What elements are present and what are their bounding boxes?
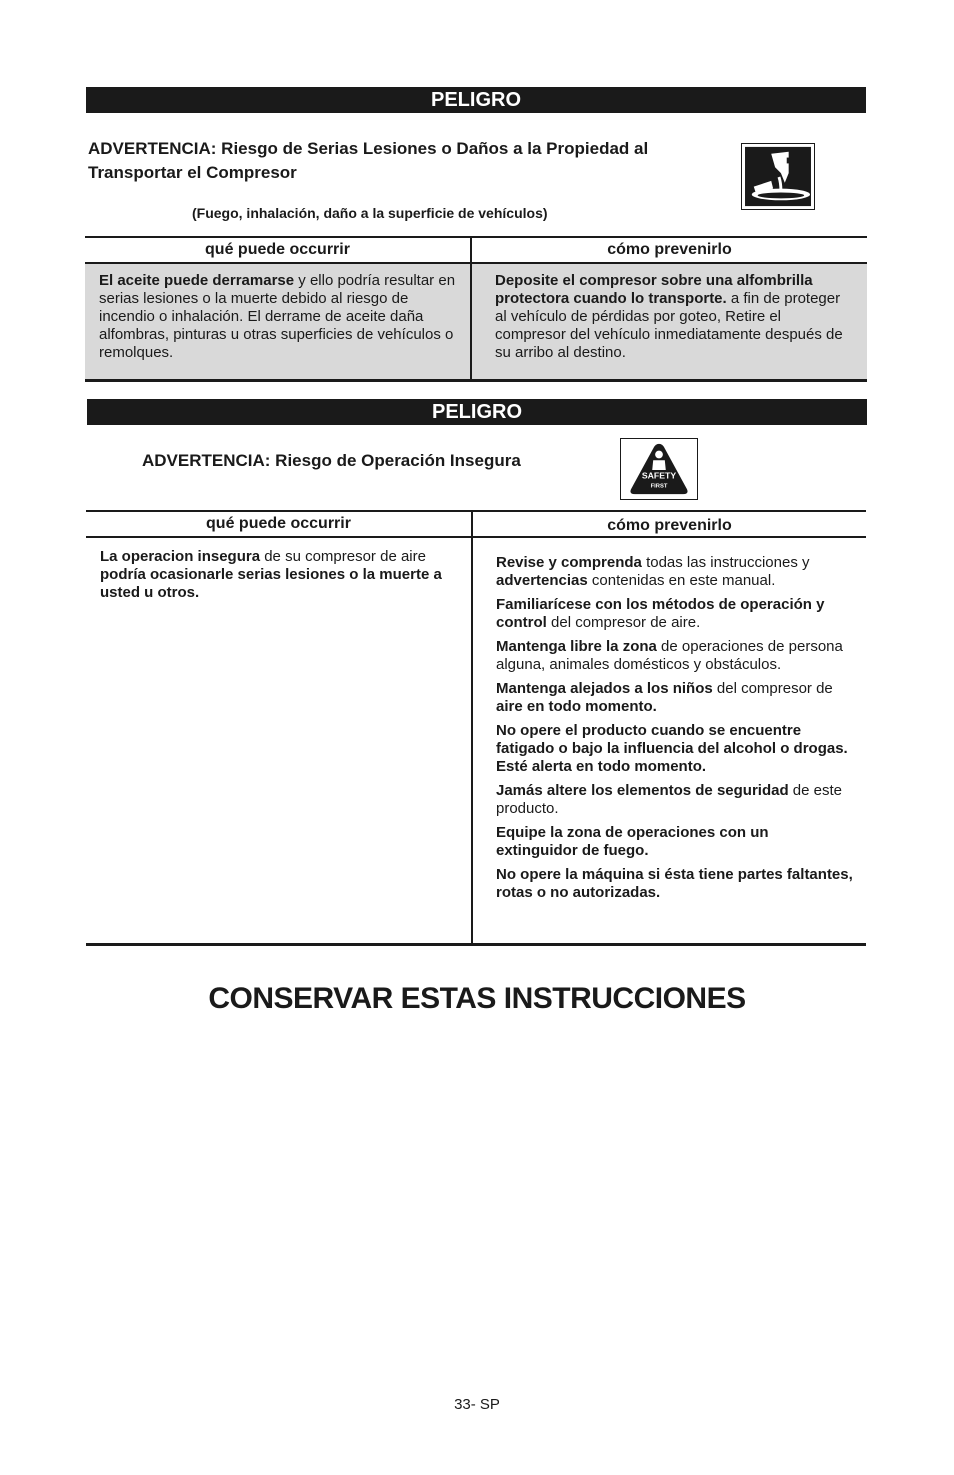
danger-banner-1: PELIGRO — [86, 87, 866, 113]
prevention-bold: Revise y comprenda — [496, 554, 642, 571]
safety-first-icon — [620, 438, 698, 500]
column-header-how-to-prevent: cómo prevenirlo — [471, 237, 867, 263]
prevention-item — [496, 554, 854, 590]
prevention-description — [471, 263, 867, 380]
prevention-item — [496, 782, 854, 818]
prevention-item — [496, 866, 854, 902]
prevention-list — [472, 537, 866, 944]
footer-title: CONSERVAR ESTAS INSTRUCCIONES — [208, 982, 746, 1015]
prevention-item — [496, 680, 854, 716]
danger-banner-2: PELIGRO — [87, 399, 867, 425]
column-header-what-can-happen: qué puede occurrir — [86, 511, 472, 537]
warning-title-transport: ADVERTENCIA: Riesgo de Serias Lesiones o Daños a la Propiedad al Transportar el Compresor — [88, 139, 649, 182]
prevention-bold: No opere el producto cuando se encuentre fatigado o bajo la influencia del alcohol o drogas. Esté alerta en todo momento. — [496, 722, 848, 775]
prevention-item — [496, 638, 854, 674]
prevention-item — [496, 596, 854, 632]
hazard-table-unsafe-operation — [86, 510, 866, 946]
hazard-text: de su compresor de aire — [260, 548, 426, 565]
prevention-bold: Equipe la zona de operaciones con un extinguidor de fuego. — [496, 824, 769, 859]
prevention-bold: Familiarícese con los métodos de operación y control — [496, 596, 825, 631]
prevention-bold: aire en todo momento. — [496, 698, 657, 715]
page-number: 33- SP — [454, 1396, 500, 1413]
prevention-bold: No opere la máquina si ésta tiene partes faltantes, rotas o no autorizadas. — [496, 866, 853, 901]
column-header-how-to-prevent: cómo prevenirlo — [472, 511, 866, 537]
oil-spill-icon — [741, 143, 815, 210]
prevention-text: contenidas en este manual. — [587, 572, 776, 589]
hazard-subnote: (Fuego, inhalación, daño a la superficie de vehículos) — [192, 205, 548, 221]
prevention-bold: Mantenga libre la zona — [496, 638, 657, 655]
prevention-text: de este producto. — [496, 782, 842, 817]
prevention-text: a fin de proteger al vehículo de pérdidas por goteo, Retire el compresor del vehículo inmediatamente después de su arribo al destino. — [495, 290, 843, 361]
prevention-text: del compresor de — [712, 680, 833, 697]
prevention-text: del compresor de aire. — [546, 614, 701, 631]
prevention-bold-text: Deposite el compresor sobre una alfombrilla protectora cuando lo transporte. — [495, 272, 813, 307]
prevention-item — [496, 722, 854, 776]
warning-title-unsafe-operation: ADVERTENCIA: Riesgo de Operación Insegura — [142, 451, 521, 470]
prevention-item — [496, 824, 854, 860]
hazard-bold-text: El aceite puede derramarse — [99, 272, 295, 289]
hazard-description — [85, 263, 471, 380]
hazard-bold-text: La operacion insegura — [100, 548, 261, 565]
first-icon-text: FIRST — [650, 483, 668, 490]
column-header-what-can-happen: qué puede occurrir — [85, 237, 471, 263]
hazard-bold-text-2: podría ocasionarle serias lesiones o la muerte a usted u otros. — [100, 566, 442, 601]
prevention-bold: advertencias — [496, 572, 588, 589]
prevention-bold: Jamás altere los elementos de seguridad — [496, 782, 789, 799]
hazard-table-transport — [85, 236, 867, 382]
safety-icon-text: SAFETY — [641, 470, 677, 481]
prevention-bold: Mantenga alejados a los niños — [496, 680, 713, 697]
hazard-text: y ello podría resultar en serias lesiones o la muerte debido al riesgo de incendio o inhalación. El derrame de aceite daña alfombras, pinturas u otras superficies de vehículos o remolques. — [99, 272, 456, 361]
prevention-text: de operaciones de persona alguna, animales domésticos y obstáculos. — [496, 638, 843, 673]
hazard-description — [86, 537, 472, 944]
prevention-text: todas las instrucciones y — [641, 554, 810, 571]
